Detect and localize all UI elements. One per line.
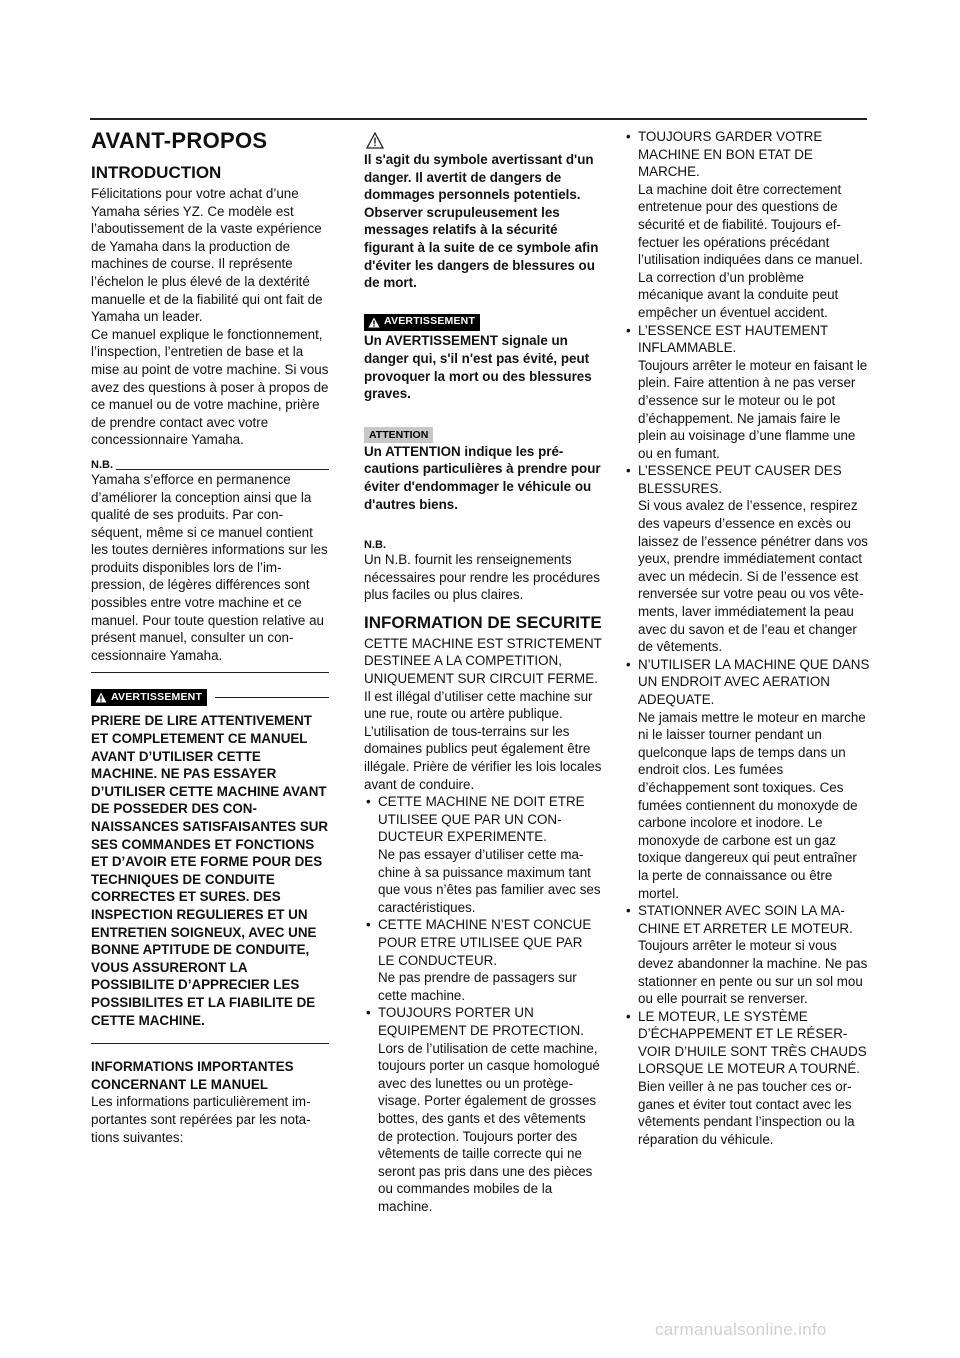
warning-rule	[215, 697, 329, 698]
safety-item	[624, 1008, 870, 1149]
safety-item-title: • N’UTILISER LA MACHINE QUE DANS UN ENDROIT AVEC AERATION ADEQUATE.	[638, 656, 870, 707]
important-heading: INFORMATIONS IMPORTANTES CONCERNANT LE MANUEL	[91, 1059, 294, 1092]
warning-triangle-icon	[95, 692, 107, 703]
safety-item	[364, 793, 602, 916]
nb-notation-label: N.B.	[364, 539, 386, 552]
top-rule	[90, 118, 867, 120]
safety-item-title: • TOUJOURS PORTER UN EQUIPEMENT DE PROTECTION.	[378, 1005, 584, 1038]
safety-item	[364, 916, 602, 1004]
warning-text: PRIERE DE LIRE ATTENTIVEMENT ET COMPLETEMENT CE MANUEL AVANT D’UTILISER CETTE MACHINE. NE PAS ESSAYER D’UTILISER CETTE MACHINE AVANT DE POSSEDER DES CONNAISSANCES SATISFAISANTES SUR SES COMMANDES ET FONCTIONS ET D’AVOIR ETE FORME POUR DES TECHNIQUES DE CONDUITE CORRECTES ET SURES. DES INSPECTION REGULIERES ET UN ENTRETIEN SOIGNEUX, AVEC UNE BONNE APTITUDE DE CONDUITE, VOUS ASSURERONT LA POSSIBILITE D’APPRECIER LES POSSIBILITES ET LA FIABILITE DE CETTE MACHINE.	[91, 713, 329, 1028]
safety-item-text: Ne jamais mettre le moteur en marche ni le laisser tourner pendant un quelconque laps de temps dans un endroit clos. Les fumées d’échappement sont toxiques. Ces fumées contiennent du monoxyde de carbone incolore et inodore. Le monoxyde de carbone est un gaz toxique dangereux qui peut entraîner la perte de connaissance ou être mortel.	[638, 709, 866, 901]
nb-text: Yamaha s’efforce en permanence d’améliorer la conception ainsi que la qualité de ses produits. Par conséquent, même si ce manuel contient les toutes dernières informations sur les produits disponibles lors de l’impression, de légères différences sont possibles entre votre machine et ce manuel. Pour toute question relative au présent manuel, consulter un concessionnaire Yamaha.	[91, 471, 328, 663]
warning-triangle-icon	[368, 317, 380, 328]
nb-notation-text: Un N.B. fournit les renseignements nécessaires pour rendre les procédures plus faciles ou plus claires.	[364, 552, 600, 603]
safety-item-text: Si vous avalez de l’essence, respirez des vapeurs d’essence en excès ou laissez de l’essence pénétrer dans vos yeux, prendre immédiatement contact avec un médecin. Si de l’essence est renversée sur votre peau ou vos vêtements, laver immédiatement la peau avec du savon et de l’eau et changer de vêtements.	[638, 498, 869, 655]
safety-item-text: Toujours arrêter le moteur en faisant le plein. Faire attention à ne pas verser d’essence sur le moteur ou le pot d’échappement. Ne jamais faire le plein au voisinage d’une flamme une ou en fumant.	[638, 357, 868, 461]
warning-notation	[364, 314, 602, 333]
important-text: Les informations particulièrement importantes sont repérées par les notations suivantes:	[91, 1094, 311, 1145]
safety-item	[624, 128, 870, 322]
safety-item-text: Bien veiller à ne pas toucher ces organes et éviter tout contact avec les vêtements pendant l’inspection ou la réparation du véhicule.	[638, 1079, 855, 1147]
column-2	[364, 128, 602, 1215]
safety-item	[624, 656, 870, 902]
safety-heading: INFORMATION DE SECURITE	[364, 612, 602, 632]
intro-heading: INTRODUCTION	[91, 163, 222, 182]
safety-list-1	[364, 793, 602, 1215]
safety-item	[624, 322, 870, 463]
safety-item-title: • L’ESSENCE PEUT CAUSER DES BLESSURES.	[638, 463, 842, 496]
safety-item-text: Ne pas prendre de passagers sur cette machine.	[378, 970, 577, 1003]
nb-header	[91, 459, 329, 471]
attention-notation-text: Un ATTENTION indique les précautions particulières à prendre pour éviter d'endommager le véhicule ou d'autres biens.	[364, 443, 601, 512]
safety-item-title: • LE MOTEUR, LE SYSTÈME D’ÉCHAPPEMENT ET LE RÉSERVOIR D’HUILE SONT TRÈS CHAUDS LORSQUE LE MOTEUR A TOURNÉ.	[638, 1008, 867, 1077]
intro-paragraph-1: Félicitations pour votre achat d’une Yamaha séries YZ. Ce modèle est l’aboutissement de la vaste expérience de Yamaha dans la production de machines de course. Il représente l’échelon le plus élevé de la dextérité manuelle et de la fiabilité qui ont fait de Yamaha un leader.	[91, 186, 323, 325]
warning-badge	[91, 689, 207, 706]
safety-item-title: • CETTE MACHINE NE DOIT ETRE UTILISEE QUE PAR UN CONDUCTEUR EXPERIMENTE.	[378, 794, 585, 845]
safety-item-title: • TOUJOURS GARDER VOTRE MACHINE EN BON ETAT DE MARCHE.	[638, 129, 823, 180]
warning-badge-2	[364, 314, 480, 331]
alert-symbol-text: Il s'agit du symbole avertissant d'un danger. Il avertit de dangers de dommages personnels potentiels. Observer scrupuleusement les messages relatifs à la sécurité figurant à la suite de ce symbole afin d'éviter les dangers de blessures ou de mort.	[364, 152, 599, 291]
safety-item-title: • CETTE MACHINE N’EST CONCUE POUR ETRE UTILISEE QUE PAR LE CONDUCTEUR.	[378, 917, 592, 968]
warning-badge-label: AVERTISSEMENT	[111, 691, 203, 704]
safety-item-title: • L’ESSENCE EST HAUTEMENT INFLAMMABLE.	[638, 322, 828, 356]
safety-item	[624, 902, 870, 1008]
intro-paragraph-2: Ce manuel explique le fonctionnement, l’inspection, l’entretien de base et la mise au point de votre machine. Si vous avez des questions à poser à propos de ce manuel ou de votre machine, prière de prendre contact avec votre concessionnaire Yamaha.	[91, 326, 329, 448]
attention-badge: ATTENTION	[364, 427, 433, 443]
safety-item	[364, 1004, 602, 1215]
warning-header	[91, 689, 329, 706]
safety-item-text: Lors de l’utilisation de cette machine, toujours porter un casque homologué avec des lunettes ou un protège-visage. Porter également de grosses bottes, des gants et des vêtements de protection. Toujours porter des vêtements de taille correcte qui ne seront pas pris dans une des pièces ou commandes mobiles de la machine.	[378, 1040, 600, 1214]
safety-item-text: Ne pas essayer d’utiliser cette machine à sa puissance maximum tant que vous n’êtes pas familier avec ses caractéristiques.	[378, 847, 601, 915]
warning-notation-text: Un AVERTISSEMENT signale un danger qui, s'il n'est pas évité, peut provoquer la mort ou des blessures graves.	[364, 333, 592, 402]
warning-end-rule	[91, 1043, 329, 1044]
safety-list-2	[624, 128, 870, 1148]
column-1	[91, 128, 329, 1146]
safety-item-text: Toujours arrêter le moteur si vous devez abandonner la machine. Ne pas stationner en pente ou sur un sol mou ou elle pourrait se renverser.	[638, 938, 868, 1007]
nb-end-rule	[91, 672, 329, 673]
safety-item	[624, 462, 870, 656]
warning-badge-2-label: AVERTISSEMENT	[384, 315, 476, 328]
safety-intro: CETTE MACHINE EST STRICTEMENT DESTINEE A LA COMPETITION, UNIQUEMENT SUR CIRCUIT FERME. Il est illégal d’utiliser cette machine sur une rue, route ou artère publique. L’utilisation de tous-terrains sur les domaines publics peut également être illégale. Prière de vérifier les lois locales avant de conduire.	[364, 635, 602, 792]
alert-triangle-icon	[366, 132, 384, 149]
column-3	[624, 128, 870, 1148]
nb-label: N.B.	[91, 458, 113, 471]
nb-rule	[116, 469, 329, 470]
page-title: AVANT-PROPOS	[91, 128, 268, 153]
safety-item-text: La machine doit être correctement entretenue pour des questions de sécurité et de fiabilité. Toujours effectuer les opérations précédant l’utilisation indiquées dans ce manuel. La correction d’un problème mécanique avant la conduite peut empêcher un éventuel accident.	[638, 181, 863, 320]
attention-notation	[364, 425, 602, 443]
safety-item-title: • STATIONNER AVEC SOIN LA MACHINE ET ARRETER LE MOTEUR.	[638, 903, 853, 936]
watermark: carmanualsonline.info	[655, 1320, 827, 1339]
